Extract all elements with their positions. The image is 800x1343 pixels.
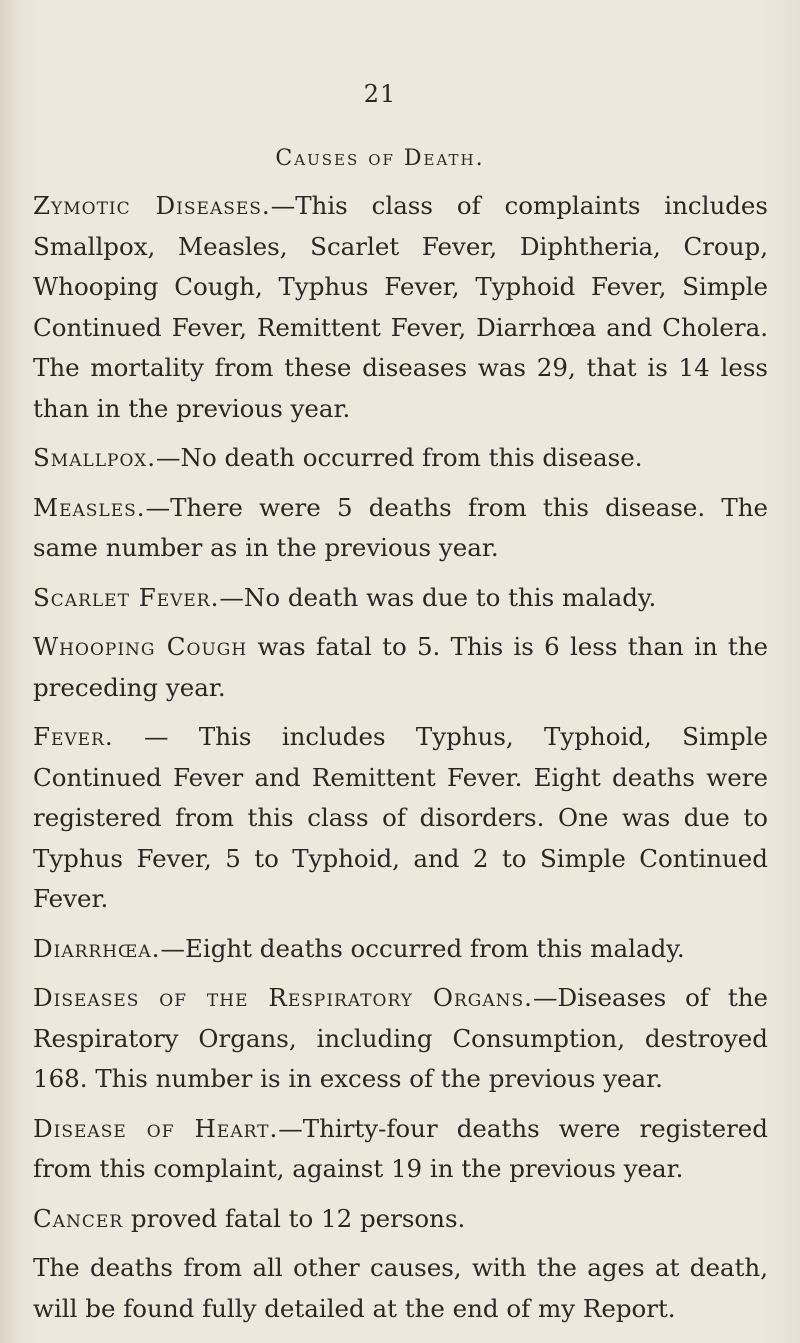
paragraph-text: —No death was due to this malady.	[219, 582, 657, 612]
paragraph-text: —Diseases of the Respiratory Organs, including Consumption, destroyed 168. This number is in excess of the previous year.	[33, 983, 769, 1093]
paragraph-text: —Eight deaths occurred from this malady.	[160, 933, 685, 963]
section-heading: Causes of Death.	[275, 146, 485, 171]
paragraph-respiratory-organs	[33, 978, 768, 1100]
paragraph-lead: Whooping Cough	[33, 632, 248, 661]
paragraph-lead: Zymotic Diseases.	[33, 191, 271, 220]
paragraph-text: proved fatal to 12 persons.	[123, 1203, 466, 1233]
paragraph-measles	[33, 488, 768, 569]
paragraph-diarrhoea	[33, 929, 768, 970]
paragraph-text: The deaths from all other causes, with the ages at death, will be found fully detailed at the end of my Report.	[33, 1253, 768, 1323]
paragraph-lead: Smallpox.	[33, 443, 157, 472]
paragraph-lead: Scarlet Fever.	[33, 582, 220, 612]
paragraph-scarlet-fever	[33, 578, 768, 619]
page-number: 21	[363, 80, 397, 108]
paragraph-zymotic-diseases	[33, 186, 768, 429]
paragraph-text: — This includes Typhus, Typhoid, Simple Continued Fever and Remittent Fever. Eight deaths were registered from this class of disorders. One was due to Typhus Fever, 5 to Typhoid, and 2 to Simple Continued Fever.	[33, 722, 768, 913]
paragraph-cancer	[33, 1199, 768, 1240]
paragraph-text: —No death occurred from this disease.	[156, 443, 643, 472]
paragraph-other-causes	[33, 1248, 768, 1329]
paragraph-lead: Disease of Heart.	[33, 1113, 279, 1143]
paragraph-text: —There were 5 deaths from this disease. The same number as in the previous year.	[33, 492, 768, 562]
paragraph-text: —Thirty-four deaths were registered from this complaint, against 19 in the previous year.	[33, 1113, 768, 1183]
paragraph-lead: Measles.	[33, 492, 146, 522]
paragraph-smallpox	[33, 438, 768, 479]
paragraph-lead: Diarrhœa.	[33, 933, 161, 963]
paragraph-text: was fatal to 5. This is 6 less than in the preceding year.	[33, 632, 768, 702]
paragraph-whooping-cough	[33, 627, 768, 708]
body-text	[33, 186, 768, 1338]
paragraph-text: —This class of complaints includes Smallpox, Measles, Scarlet Fever, Diphtheria, Croup, Whooping Cough, Typhus Fever, Typhoid Fever, Simple Continued Fever, Remittent Fever, Diarrhœa and Cholera. The mortality from these diseases was 29, that is 14 less than in the previous year.	[33, 191, 768, 423]
paragraph-lead: Fever.	[33, 722, 114, 751]
paragraph-disease-of-heart	[33, 1109, 768, 1190]
paragraph-lead: Cancer	[33, 1203, 124, 1233]
paragraph-fever	[33, 717, 768, 920]
paragraph-lead: Diseases of the Respiratory Organs.	[33, 983, 533, 1012]
